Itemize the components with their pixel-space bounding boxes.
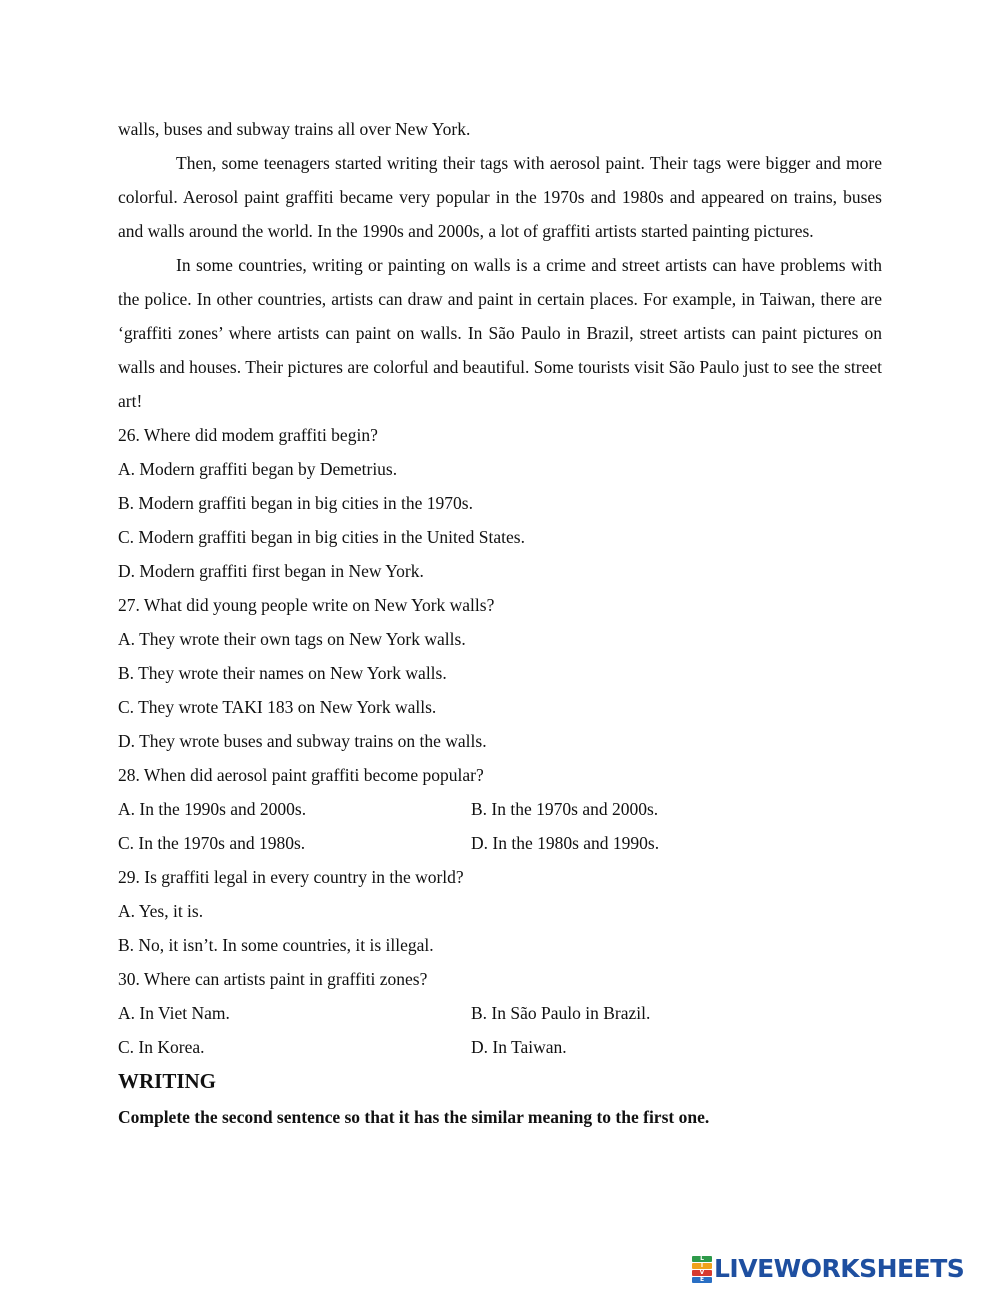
question-30 — [118, 962, 882, 1064]
writing-instruction: Complete the second sentence so that it has the similar meaning to the first one. — [118, 1107, 710, 1127]
options-row — [118, 826, 882, 860]
option-b[interactable]: B. They wrote their names on New York walls. — [118, 663, 447, 683]
option-a[interactable]: A. Modern graffiti began by Demetrius. — [118, 459, 398, 479]
writing-section-title: WRITING — [118, 1069, 217, 1093]
logo-badge-letter: L — [692, 1256, 712, 1262]
question-stem: 26. Where did modem graffiti begin? — [118, 425, 378, 445]
option-b[interactable]: B. Modern graffiti began in big cities in the 1970s. — [118, 493, 473, 513]
option-c[interactable]: C. They wrote TAKI 183 on New York walls. — [118, 697, 437, 717]
logo-wordmark: LIVEWORKSHEETS — [714, 1254, 965, 1283]
option-b[interactable]: B. No, it isn’t. In some countries, it is illegal. — [118, 935, 434, 955]
option-d[interactable]: D. In the 1980s and 1990s. — [471, 833, 660, 853]
option-a[interactable]: A. In the 1990s and 2000s. — [118, 799, 307, 819]
question-29 — [118, 860, 882, 962]
option-a[interactable]: A. Yes, it is. — [118, 901, 204, 921]
reading-paragraph-1: Then, some teenagers started writing their tags with aerosol paint. Their tags were bigger and more colorful. Aerosol paint graffiti became very popular in the 1970s and 1980s and appeared on trains, buses and walls around the world. In the 1990s and 2000s, a lot of graffiti artists started painting pictures. — [118, 153, 882, 241]
liveworksheets-logo[interactable] — [692, 1254, 964, 1284]
question-26 — [118, 418, 882, 588]
logo-badge-letter: I — [692, 1263, 712, 1269]
option-c[interactable]: C. In the 1970s and 1980s. — [118, 833, 306, 853]
logo-badge-icon — [692, 1256, 712, 1282]
option-a[interactable]: A. They wrote their own tags on New York walls. — [118, 629, 466, 649]
question-stem: 29. Is graffiti legal in every country in the world? — [118, 867, 464, 887]
options-row — [118, 792, 882, 826]
question-stem: 28. When did aerosol paint graffiti become popular? — [118, 765, 484, 785]
option-b[interactable]: B. In the 1970s and 2000s. — [471, 799, 659, 819]
option-d[interactable]: D. They wrote buses and subway trains on the walls. — [118, 731, 487, 751]
option-d[interactable]: D. Modern graffiti first began in New York. — [118, 561, 424, 581]
worksheet-page — [118, 112, 882, 1134]
question-28 — [118, 758, 882, 860]
option-a[interactable]: A. In Viet Nam. — [118, 1003, 230, 1023]
question-stem: 27. What did young people write on New York walls? — [118, 595, 495, 615]
question-27 — [118, 588, 882, 758]
question-stem: 30. Where can artists paint in graffiti zones? — [118, 969, 428, 989]
option-d[interactable]: D. In Taiwan. — [471, 1037, 567, 1057]
logo-badge-letter: V — [692, 1270, 712, 1276]
reading-paragraph-2: In some countries, writing or painting on walls is a crime and street artists can have problems with the police. In other countries, artists can draw and paint in certain places. For example, in Taiwan, there are ‘graffiti zones’ where artists can paint on walls. In São Paulo in Brazil, street artists can paint pictures on walls and houses. Their pictures are colorful and beautiful. Some tourists visit São Paulo just to see the street art! — [118, 255, 882, 411]
option-c[interactable]: C. In Korea. — [118, 1037, 205, 1057]
logo-badge-letter: E — [692, 1277, 712, 1283]
reading-paragraph-0: walls, buses and subway trains all over New York. — [118, 119, 471, 139]
option-b[interactable]: B. In São Paulo in Brazil. — [471, 1003, 651, 1023]
options-row — [118, 1030, 882, 1064]
option-c[interactable]: C. Modern graffiti began in big cities in the United States. — [118, 527, 525, 547]
options-row — [118, 996, 882, 1030]
